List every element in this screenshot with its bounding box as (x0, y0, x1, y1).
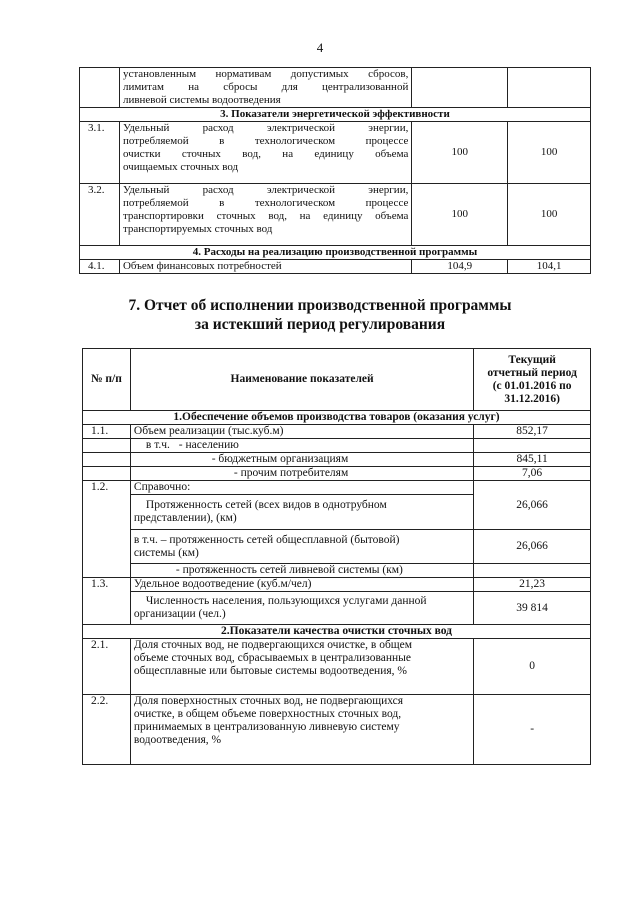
indicator-cell (130, 592, 473, 625)
row-number: 1.1. (83, 425, 131, 439)
text-line: в т.ч. – протяженность сетей общесплавной (бытовой) (133, 534, 400, 546)
value-cell (412, 68, 508, 108)
section-heading: 2.Показатели качества очистки сточных вод (83, 625, 591, 639)
row-number: 2.2. (83, 695, 131, 765)
value-cell: 26,066 (474, 530, 591, 564)
value-cell: 21,23 (474, 578, 591, 592)
indicator-cell: Справочно: (130, 481, 473, 495)
header-name: Наименование показателей (130, 349, 473, 411)
section-row (83, 411, 591, 425)
table-row (83, 578, 591, 592)
section-7-title (0, 296, 640, 334)
value-cell: 100 (412, 122, 508, 184)
section-row (80, 246, 591, 260)
text-line: объеме сточных вод, сбрасываемых в централизованные (133, 652, 411, 664)
indicator-cell: Удельное водоотведение (куб.м/чел) (130, 578, 473, 592)
indicator-cell (130, 495, 473, 530)
table-row (83, 695, 591, 765)
text-line: Удельный расход электрической энергии, (122, 184, 409, 196)
indicator-cell (130, 439, 473, 453)
value-cell: 39 814 (474, 592, 591, 625)
value-cell: 852,17 (474, 425, 591, 439)
row-number: 4.1. (80, 260, 120, 274)
text-line: ливневой системы водоотведения (122, 94, 281, 106)
indicator-cell: Объем финансовых потребностей (119, 260, 411, 274)
section-row (83, 625, 591, 639)
value-cell: 100 (508, 184, 591, 246)
text-line: водоотведения, % (133, 734, 222, 746)
table-row (80, 68, 591, 108)
text-line: потребляемой в технологическом процессе (122, 135, 409, 147)
text-line: Численность населения, пользующихся услугами данной (145, 595, 427, 607)
row-number: 1.2. (83, 481, 131, 578)
text-line: потребляемой в технологическом процессе (122, 197, 409, 209)
row-number: 1.3. (83, 578, 131, 625)
value-cell: 7,06 (474, 467, 591, 481)
text-line: транспортировки сточных вод, на единицу объема (122, 210, 409, 222)
header-row (83, 349, 591, 411)
header-line: Текущий (508, 353, 556, 366)
title-line: 7. Отчет об исполнении производственной программы (128, 297, 512, 314)
table-row (83, 453, 591, 467)
header-line: 31.12.2016) (504, 392, 560, 405)
text-line: очистки сточных вод, на единицу объема (122, 148, 409, 160)
value-cell: 0 (474, 639, 591, 695)
value-cell (508, 68, 591, 108)
indicator-cell: - бюджетным организациям (130, 453, 473, 467)
indicator-cell: Объем реализации (тыс.куб.м) (130, 425, 473, 439)
section-heading: 4. Расходы на реализацию производственной программы (80, 246, 591, 260)
text-line: очистке, в общем объеме поверхностных сточных вод, (133, 708, 402, 720)
header-line: отчетный период (487, 366, 577, 379)
indicator-cell (130, 530, 473, 564)
indicator-cell (119, 68, 411, 108)
indicator-cell (130, 695, 473, 765)
indicator-label: - населению (178, 439, 239, 451)
text-line: лимитам на сбросы для централизованной (122, 81, 409, 93)
indicator-cell: - протяженность сетей ливневой системы (км) (130, 564, 473, 578)
text-line: организации (чел.) (133, 608, 226, 620)
text-line: принимаемых в централизованную ливневую систему (133, 721, 400, 733)
num-cell (83, 439, 131, 453)
production-report-table (82, 348, 591, 765)
text-line: представлении), (км) (133, 512, 237, 524)
text-line: транспортируемых сточных вод (122, 223, 273, 235)
row-number: 3.1. (80, 122, 120, 184)
indicator-cell (119, 184, 411, 246)
text-line: системы (км) (133, 547, 199, 559)
row-number: 3.2. (80, 184, 120, 246)
num-cell (80, 68, 120, 108)
prefix-label: в т.ч. (145, 439, 170, 451)
table-row (83, 467, 591, 481)
energy-expenses-table (79, 67, 591, 274)
header-period (474, 349, 591, 411)
table-row (83, 592, 591, 625)
value-cell: 100 (412, 184, 508, 246)
table-row (83, 564, 591, 578)
text-line: установленным нормативам допустимых сбросов, (122, 68, 409, 80)
table-row (83, 439, 591, 453)
table-row (83, 639, 591, 695)
indicator-cell (130, 639, 473, 695)
header-num: № п/п (83, 349, 131, 411)
value-cell: 104,9 (412, 260, 508, 274)
table-row (80, 260, 591, 274)
value-cell: 100 (508, 122, 591, 184)
value-cell: 26,066 (474, 481, 591, 530)
num-cell (83, 453, 131, 467)
value-cell (474, 439, 591, 453)
text-line: общесплавные или бытовые системы водоотведения, % (133, 665, 407, 677)
indicator-cell (119, 122, 411, 184)
value-cell: 104,1 (508, 260, 591, 274)
value-cell (474, 564, 591, 578)
section-heading: 1.Обеспечение объемов производства товаров (оказания услуг) (83, 411, 591, 425)
value-cell: - (474, 695, 591, 765)
table-row (80, 184, 591, 246)
indicator-cell: - прочим потребителям (130, 467, 473, 481)
table-row (83, 425, 591, 439)
table-row (83, 530, 591, 564)
page-number: 4 (316, 40, 324, 55)
row-number: 2.1. (83, 639, 131, 695)
text-line: Удельный расход электрической энергии, (122, 122, 409, 134)
value-cell: 845,11 (474, 453, 591, 467)
header-line: (с 01.01.2016 по (492, 379, 572, 392)
section-heading: 3. Показатели энергетической эффективности (80, 108, 591, 122)
text-line: Доля сточных вод, не подвергающихся очистке, в общем (133, 639, 413, 651)
text-line: Протяженность сетей (всех видов в однотрубном (145, 499, 387, 511)
text-line: очищаемых сточных вод (122, 161, 239, 173)
text-line: Доля поверхностных сточных вод, не подвергающихся (133, 695, 404, 707)
title-line: за истекший период регулирования (194, 316, 446, 333)
table-row (83, 481, 591, 495)
section-row (80, 108, 591, 122)
table-row (80, 122, 591, 184)
num-cell (83, 467, 131, 481)
